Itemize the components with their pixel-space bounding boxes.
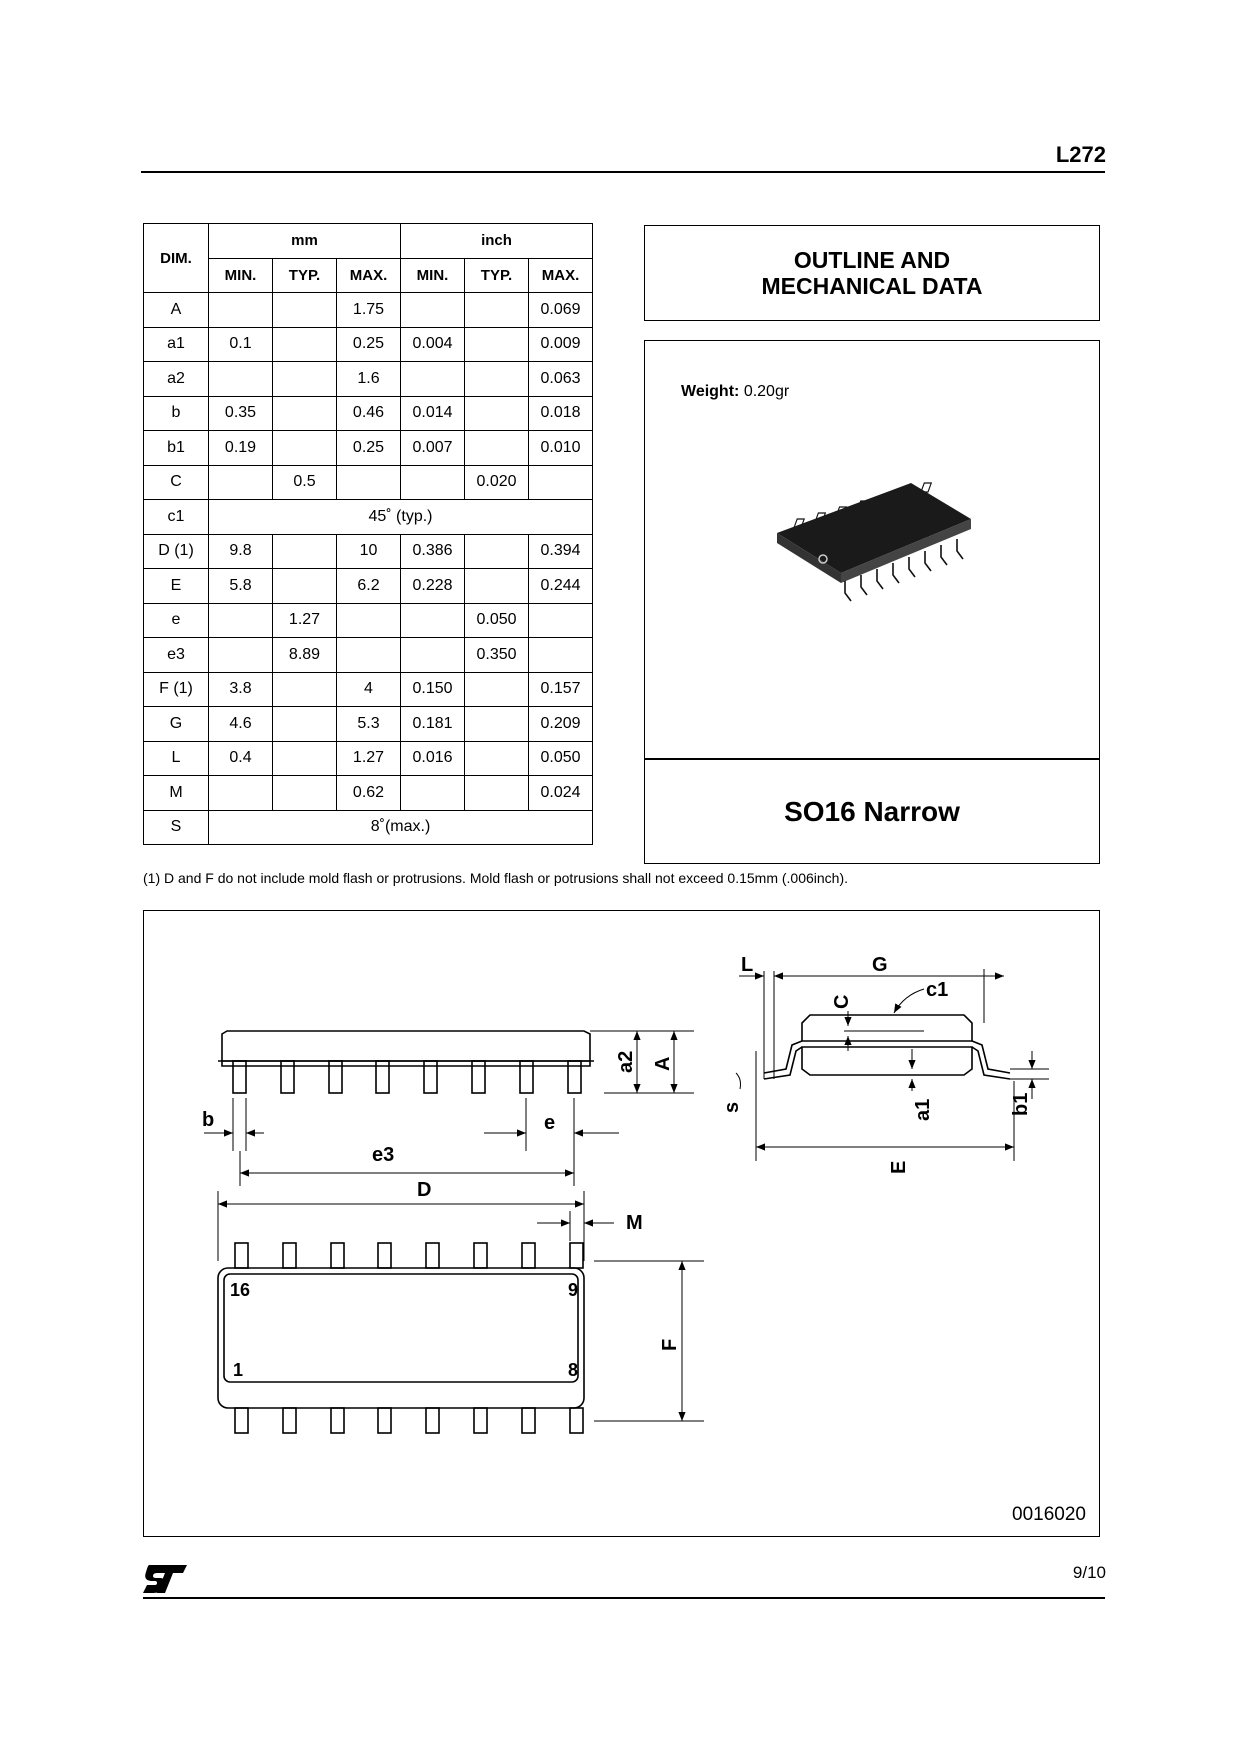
value-cell: 1.27 xyxy=(337,741,401,776)
pin16-label: 16 xyxy=(230,1280,251,1300)
label-a1: a1 xyxy=(912,1098,934,1121)
value-cell xyxy=(273,293,337,328)
value-cell xyxy=(401,465,465,500)
value-cell xyxy=(273,707,337,742)
end-dimensions xyxy=(736,969,1049,1161)
value-cell: 0.150 xyxy=(401,672,465,707)
pin1-label: 1 xyxy=(233,1360,244,1380)
table-row xyxy=(144,741,593,776)
sub-header: TYP. xyxy=(273,258,337,293)
table-row xyxy=(144,327,593,362)
weight-label: Weight: xyxy=(681,383,740,400)
mechanical-drawing xyxy=(144,911,1101,1538)
footnote: (1) D and F do not include mold flash or protrusions. Mold flash or potrusions shall not exceed 0.15mm (.006inch). xyxy=(143,870,849,886)
value-cell xyxy=(273,534,337,569)
table-header-row xyxy=(144,224,593,259)
dim-cell: C xyxy=(144,465,209,500)
value-cell: 0.050 xyxy=(529,741,593,776)
chip-photo xyxy=(775,481,975,616)
value-cell: 0.62 xyxy=(337,776,401,811)
value-cell: 0.016 xyxy=(401,741,465,776)
value-cell: 0.050 xyxy=(465,603,529,638)
table-row xyxy=(144,672,593,707)
page-number: 9/10 xyxy=(1072,1563,1106,1582)
value-cell: 0.063 xyxy=(529,362,593,397)
dimension-labels xyxy=(202,954,1032,1380)
value-cell: 0.350 xyxy=(465,638,529,673)
value-cell: 0.4 xyxy=(209,741,273,776)
value-cell xyxy=(273,327,337,362)
value-cell: 10 xyxy=(337,534,401,569)
table-row xyxy=(144,776,593,811)
footer-rule xyxy=(143,1597,1105,1599)
value-cell: 0.069 xyxy=(529,293,593,328)
label-A: A xyxy=(652,1056,674,1071)
value-cell: 1.75 xyxy=(337,293,401,328)
sub-header: MIN. xyxy=(209,258,273,293)
value-cell: 0.010 xyxy=(529,431,593,466)
value-cell: 5.3 xyxy=(337,707,401,742)
value-cell xyxy=(465,707,529,742)
label-e3: e3 xyxy=(372,1144,395,1166)
value-cell xyxy=(273,569,337,604)
value-cell xyxy=(401,638,465,673)
table-row xyxy=(144,362,593,397)
dim-cell: e3 xyxy=(144,638,209,673)
value-cell xyxy=(529,603,593,638)
value-cell: 1.6 xyxy=(337,362,401,397)
label-C: C xyxy=(831,994,853,1009)
value-cell xyxy=(529,465,593,500)
label-L: L xyxy=(741,954,754,976)
value-cell: 0.5 xyxy=(273,465,337,500)
label-b: b xyxy=(202,1109,215,1131)
mm-header: mm xyxy=(209,224,401,259)
value-cell xyxy=(465,293,529,328)
table-row xyxy=(144,396,593,431)
label-a2: a2 xyxy=(615,1050,637,1073)
value-cell: 5.8 xyxy=(209,569,273,604)
pin8-label: 8 xyxy=(568,1360,579,1380)
value-cell: 4.6 xyxy=(209,707,273,742)
table-row xyxy=(144,431,593,466)
value-cell xyxy=(273,776,337,811)
span-cell: 45˚ (typ.) xyxy=(209,500,593,535)
dim-header: DIM. xyxy=(144,224,209,293)
weight-value: 0.20gr xyxy=(743,383,790,400)
dim-cell: G xyxy=(144,707,209,742)
sub-header: TYP. xyxy=(465,258,529,293)
value-cell xyxy=(337,603,401,638)
value-cell: 4 xyxy=(337,672,401,707)
st-logo xyxy=(143,1563,189,1595)
value-cell: 0.394 xyxy=(529,534,593,569)
value-cell: 0.157 xyxy=(529,672,593,707)
value-cell: 0.1 xyxy=(209,327,273,362)
dimensions-body xyxy=(144,293,593,845)
side-view xyxy=(218,1031,594,1093)
value-cell xyxy=(465,396,529,431)
value-cell xyxy=(465,776,529,811)
dim-cell: M xyxy=(144,776,209,811)
value-cell xyxy=(401,776,465,811)
value-cell xyxy=(465,741,529,776)
value-cell xyxy=(209,603,273,638)
table-row xyxy=(144,500,593,535)
dim-cell: A xyxy=(144,293,209,328)
value-cell: 0.35 xyxy=(209,396,273,431)
value-cell: 0.46 xyxy=(337,396,401,431)
value-cell xyxy=(401,603,465,638)
value-cell: 0.25 xyxy=(337,327,401,362)
label-e: e xyxy=(544,1112,556,1134)
end-view xyxy=(764,1015,1010,1079)
value-cell xyxy=(465,327,529,362)
table-row xyxy=(144,293,593,328)
table-row xyxy=(144,534,593,569)
value-cell: 0.25 xyxy=(337,431,401,466)
sub-header: MIN. xyxy=(401,258,465,293)
span-cell: 8˚(max.) xyxy=(209,810,593,845)
dim-cell: b1 xyxy=(144,431,209,466)
weight xyxy=(681,383,789,401)
value-cell: 0.209 xyxy=(529,707,593,742)
table-row xyxy=(144,569,593,604)
table-row xyxy=(144,707,593,742)
dimensions-table xyxy=(143,223,593,845)
outline-title-line1: OUTLINE AND xyxy=(793,247,951,273)
dim-cell: e xyxy=(144,603,209,638)
value-cell: 3.8 xyxy=(209,672,273,707)
outline-title-box xyxy=(644,225,1100,321)
package-divider xyxy=(645,758,1099,760)
value-cell xyxy=(273,362,337,397)
value-cell: 0.19 xyxy=(209,431,273,466)
value-cell xyxy=(273,741,337,776)
value-cell xyxy=(401,293,465,328)
value-cell xyxy=(273,396,337,431)
sub-header: MAX. xyxy=(337,258,401,293)
package-box xyxy=(644,340,1100,864)
mechanical-drawing-box xyxy=(143,910,1100,1537)
dim-cell: L xyxy=(144,741,209,776)
label-D: D xyxy=(417,1179,432,1201)
drawing-id: 0016020 xyxy=(1012,1504,1086,1525)
value-cell: 8.89 xyxy=(273,638,337,673)
value-cell xyxy=(337,638,401,673)
dim-cell: E xyxy=(144,569,209,604)
header-rule xyxy=(141,171,1105,173)
top-view xyxy=(218,1243,584,1433)
value-cell xyxy=(209,465,273,500)
outline-title-line2: MECHANICAL DATA xyxy=(761,273,983,299)
dim-cell: F (1) xyxy=(144,672,209,707)
value-cell: 0.009 xyxy=(529,327,593,362)
value-cell xyxy=(465,534,529,569)
part-number: L272 xyxy=(1055,142,1106,167)
label-c1: c1 xyxy=(926,979,949,1001)
value-cell: 1.27 xyxy=(273,603,337,638)
value-cell xyxy=(465,362,529,397)
value-cell xyxy=(209,776,273,811)
label-M: M xyxy=(626,1212,643,1234)
package-name: SO16 Narrow xyxy=(784,796,960,827)
value-cell xyxy=(465,569,529,604)
value-cell: 0.014 xyxy=(401,396,465,431)
value-cell: 0.024 xyxy=(529,776,593,811)
label-b1: b1 xyxy=(1010,1092,1032,1116)
value-cell xyxy=(209,638,273,673)
dim-cell: S xyxy=(144,810,209,845)
table-row xyxy=(144,603,593,638)
value-cell: 6.2 xyxy=(337,569,401,604)
table-row xyxy=(144,465,593,500)
value-cell: 0.244 xyxy=(529,569,593,604)
label-G: G xyxy=(872,954,888,976)
table-row xyxy=(144,638,593,673)
value-cell: 0.228 xyxy=(401,569,465,604)
value-cell xyxy=(209,362,273,397)
label-s: s xyxy=(721,1101,743,1113)
value-cell xyxy=(337,465,401,500)
label-F: F xyxy=(659,1338,681,1351)
value-cell: 0.004 xyxy=(401,327,465,362)
value-cell: 0.020 xyxy=(465,465,529,500)
value-cell: 0.386 xyxy=(401,534,465,569)
value-cell: 0.018 xyxy=(529,396,593,431)
dim-cell: a1 xyxy=(144,327,209,362)
value-cell: 0.007 xyxy=(401,431,465,466)
value-cell xyxy=(209,293,273,328)
sub-header: MAX. xyxy=(529,258,593,293)
value-cell xyxy=(273,672,337,707)
inch-header: inch xyxy=(401,224,593,259)
value-cell: 9.8 xyxy=(209,534,273,569)
value-cell xyxy=(529,638,593,673)
dim-cell: D (1) xyxy=(144,534,209,569)
value-cell xyxy=(401,362,465,397)
pin9-label: 9 xyxy=(568,1280,579,1300)
value-cell: 0.181 xyxy=(401,707,465,742)
value-cell xyxy=(273,431,337,466)
dim-cell: b xyxy=(144,396,209,431)
value-cell xyxy=(465,431,529,466)
dim-cell: c1 xyxy=(144,500,209,535)
table-row xyxy=(144,810,593,845)
label-E: E xyxy=(888,1160,910,1174)
table-subheader-row xyxy=(144,258,593,293)
dim-cell: a2 xyxy=(144,362,209,397)
value-cell xyxy=(465,672,529,707)
